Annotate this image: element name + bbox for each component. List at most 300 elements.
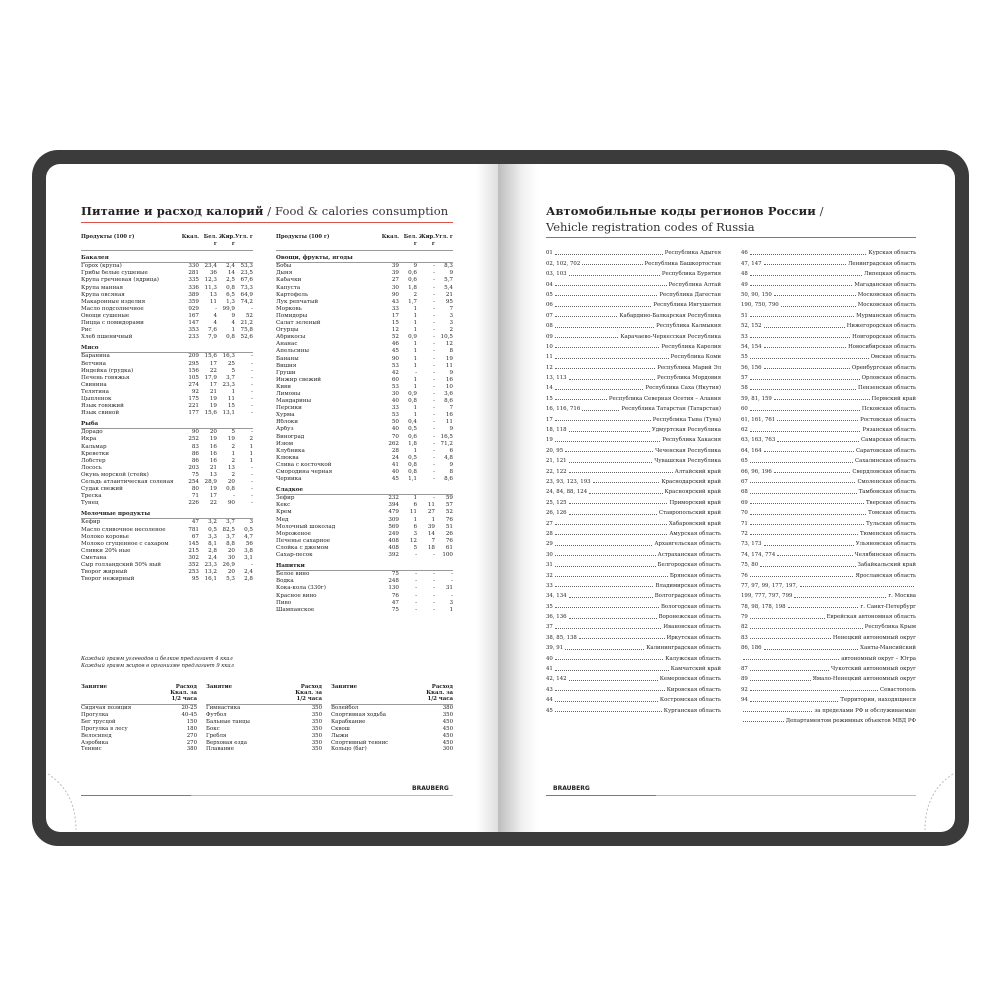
dotted-leader (569, 503, 668, 504)
food-value: 4 (231, 320, 235, 327)
food-value: - (251, 471, 253, 478)
food-value: 53 (391, 383, 399, 390)
region-code: 64, 164 (741, 447, 762, 454)
food-value: 33 (391, 305, 399, 312)
activity-kcal: 350 (311, 746, 322, 753)
region-code: 47, 147 (741, 260, 762, 267)
food-value: - (415, 369, 417, 376)
region-name: Ханты-Мансийский (860, 645, 916, 652)
food-row (81, 576, 253, 583)
food-value: - (433, 405, 435, 412)
food-row (276, 341, 453, 348)
region-code: 42, 142 (546, 676, 567, 683)
dotted-leader (589, 493, 662, 494)
food-row (276, 448, 453, 455)
region-code-row (546, 371, 721, 381)
header-cell: Продукты (100 г) (81, 234, 135, 240)
dotted-leader (555, 399, 607, 400)
dotted-leader (555, 316, 617, 317)
region-name: Нижегородская область (846, 323, 916, 330)
food-name: Дорадо (81, 429, 103, 436)
food-value: 0,8 (408, 461, 417, 468)
food-value: 8,6 (444, 476, 453, 483)
dotted-leader (800, 586, 914, 587)
dotted-leader (774, 399, 870, 400)
food-value: 0,4 (408, 419, 417, 426)
header-cell: Угл. г (435, 234, 453, 240)
region-name: Архангельская область (654, 541, 721, 548)
brand-logo: BRAUBERG (412, 785, 449, 792)
food-value: 1 (413, 355, 417, 362)
activity-name: Бег трусцой (81, 718, 116, 725)
region-name: Рязанская область (862, 427, 916, 434)
region-code-row (741, 662, 916, 672)
header-cell: Жир. г (218, 234, 235, 248)
dotted-leader (764, 327, 845, 328)
region-code-row (546, 610, 721, 620)
region-code-row (546, 443, 721, 453)
food-value: 30 (227, 554, 235, 561)
food-row (276, 320, 453, 327)
food-value: 1 (249, 457, 253, 464)
region-code: 17 (546, 416, 553, 423)
region-code-row (741, 391, 916, 401)
food-value: 40 (391, 398, 399, 405)
dotted-leader (743, 711, 812, 712)
food-value: 17 (209, 360, 217, 367)
food-value: - (251, 464, 253, 471)
dotted-leader (569, 597, 653, 598)
codes-page-subtitle: Vehicle registration codes of Russia (546, 220, 755, 234)
food-value: 17 (391, 312, 399, 319)
food-row (276, 412, 453, 419)
food-value: 3 (413, 530, 417, 537)
region-code-row (546, 246, 721, 256)
region-name: Республика Марий Эл (657, 364, 721, 371)
food-value: 46 (391, 341, 399, 348)
activity-header (206, 684, 322, 705)
food-value: 30 (391, 390, 399, 397)
food-value: 9 (231, 312, 235, 319)
food-value: 1 (413, 376, 417, 383)
food-row (276, 593, 453, 600)
region-code-row (546, 267, 721, 277)
food-value: 10,5 (440, 334, 453, 341)
region-code: 28 (546, 530, 553, 537)
activity-name: Прогулка (81, 711, 109, 718)
food-value: 71,2 (440, 440, 453, 447)
region-code: 54, 154 (741, 343, 762, 350)
food-value: 2,5 (226, 277, 235, 284)
region-code-row (741, 423, 916, 433)
region-code: 22, 122 (546, 468, 567, 475)
activity-name: Плавание (206, 746, 234, 753)
activity-kcal: 350 (311, 739, 322, 746)
food-value: - (433, 599, 435, 606)
food-name: Картофель (276, 291, 308, 298)
food-value: 90 (191, 429, 199, 436)
activity-name: Спортивный теннис (331, 739, 389, 746)
food-name: Треска (81, 493, 102, 500)
activity-name: Верховая езда (206, 739, 247, 746)
region-code: 10 (546, 343, 553, 350)
region-code-row (546, 558, 721, 568)
food-row (81, 270, 253, 277)
food-name: Крупа гречневая (ядрица) (81, 277, 159, 284)
food-value: 1 (413, 495, 417, 502)
food-value: 59 (445, 495, 453, 502)
food-name: Кефир (81, 519, 101, 526)
food-value: 10 (445, 383, 453, 390)
region-code-row (546, 589, 721, 599)
region-name: Чеченская Республика (655, 447, 721, 454)
food-value: 359 (188, 298, 199, 305)
region-code: 45 (546, 707, 553, 714)
food-value: 14 (227, 270, 235, 277)
food-value: 71 (191, 493, 199, 500)
food-value: 13 (209, 291, 217, 298)
food-value: - (433, 277, 435, 284)
region-name: Ярославская область (855, 572, 916, 579)
food-value: 0,8 (226, 486, 235, 493)
food-section-title: Мясо (81, 345, 253, 353)
food-section-title: Сладкое (276, 487, 453, 495)
food-section-title: Бакалея (81, 255, 253, 263)
dotted-leader (555, 441, 660, 442)
activity-kcal: 350 (311, 711, 322, 718)
food-value: 12 (391, 327, 399, 334)
activity-kcal: 450 (442, 718, 453, 725)
food-value: 262 (388, 440, 399, 447)
region-code-row (546, 360, 721, 370)
region-code: 20, 95 (546, 447, 564, 454)
region-code: 04 (546, 281, 553, 288)
header-cell: Бел. г (203, 234, 217, 248)
dotted-leader (764, 347, 847, 348)
food-section-title: Напитки (276, 563, 453, 571)
food-value: 249 (388, 530, 399, 537)
region-name: Амурская область (669, 530, 721, 537)
food-value: 19 (209, 403, 217, 410)
region-name: Пензенская область (858, 385, 916, 392)
food-row (81, 277, 253, 284)
right-gutter-shadow (498, 164, 538, 832)
food-value: 4,8 (444, 454, 453, 461)
food-value: - (251, 388, 253, 395)
food-value: - (433, 270, 435, 277)
activity-row (206, 705, 322, 712)
dotted-leader (555, 254, 663, 255)
food-value: 4 (213, 320, 217, 327)
region-code: 55 (741, 354, 748, 361)
food-name: Пиво (276, 599, 292, 606)
region-name: Удмуртская Республика (651, 427, 721, 434)
food-row (81, 548, 253, 555)
food-value: - (433, 495, 435, 502)
region-code: 12 (546, 364, 553, 371)
food-value: 203 (188, 464, 199, 471)
dotted-leader (750, 254, 867, 255)
food-value: 53,3 (240, 263, 253, 270)
food-value: - (433, 284, 435, 291)
region-name: Алтайский край (674, 468, 721, 475)
food-value: 295 (188, 360, 199, 367)
activity-header-name: Занятие (81, 684, 108, 690)
region-code-row (741, 443, 916, 453)
food-name: Лосось (81, 464, 102, 471)
food-value: 330 (188, 263, 199, 270)
food-row (81, 541, 253, 548)
region-code: 60 (741, 406, 748, 413)
region-code-row (741, 350, 916, 360)
food-row (276, 391, 453, 398)
food-value: 73,3 (240, 284, 253, 291)
food-row (81, 375, 253, 382)
food-row (81, 555, 253, 562)
food-value: 86 (191, 450, 199, 457)
region-code-row (546, 350, 721, 360)
region-name: Приморский край (669, 499, 721, 506)
food-value: 1,1 (408, 476, 417, 483)
food-name: Хлеб пшеничный (81, 334, 133, 341)
dotted-leader (555, 607, 659, 608)
region-name: Саратовская область (855, 447, 916, 454)
region-code: 68 (741, 489, 748, 496)
region-code-row (741, 371, 916, 381)
food-value: - (251, 395, 253, 402)
food-value: - (433, 571, 435, 578)
food-row (276, 363, 453, 370)
activity-row (206, 746, 322, 753)
food-value: 40 (391, 469, 399, 475)
activity-name: Сидячая позиция (81, 705, 132, 711)
region-code-row (741, 630, 916, 640)
food-value: 4,7 (244, 533, 253, 540)
food-value: 1 (413, 412, 417, 419)
food-value: 7,6 (208, 327, 217, 334)
activity-row (81, 705, 197, 712)
food-row (81, 472, 253, 479)
food-value: 3,7 (226, 374, 235, 381)
region-code: 86, 186 (741, 645, 762, 652)
food-value: - (415, 606, 417, 613)
dotted-leader (555, 628, 662, 629)
food-value: 27 (391, 277, 399, 284)
region-code-row (546, 630, 721, 640)
food-value: 26 (445, 530, 453, 537)
food-value: 8 (449, 348, 453, 355)
food-value: 1 (413, 362, 417, 369)
food-value: 0,5 (408, 426, 417, 433)
activity-name: Спортивная ходьба (331, 711, 386, 718)
food-value: 86 (191, 457, 199, 464)
food-value: 215 (188, 547, 199, 554)
footer-accent-line (546, 795, 656, 796)
food-value: 76 (445, 537, 453, 544)
region-code-row (546, 579, 721, 589)
food-value: - (251, 353, 253, 360)
region-code-row (741, 360, 916, 370)
activity-kcal: 350 (311, 732, 322, 739)
food-value: 7 (431, 537, 435, 544)
activity-header-value: Расход Ккал. за 1/2 часа (426, 684, 453, 702)
dotted-leader (750, 618, 825, 619)
codes-column-right (741, 246, 916, 724)
food-value: - (433, 369, 435, 376)
food-name: Молочный шоколад (276, 523, 336, 530)
food-value: 1 (413, 327, 417, 334)
food-value: 47 (391, 599, 399, 606)
food-row (276, 285, 453, 292)
food-name: Мандарины (276, 398, 312, 405)
food-value: 43 (391, 298, 399, 305)
region-name: Республика Хакасия (662, 437, 721, 444)
food-value: - (433, 585, 435, 592)
region-code-row (741, 464, 916, 474)
region-name: Республика Тыва (Тува) (652, 416, 721, 423)
region-name: Чувашская Республика (654, 458, 721, 465)
activity-header-name: Занятие (206, 684, 233, 690)
food-value: - (433, 376, 435, 383)
food-value: 1 (413, 320, 417, 327)
region-name: Кемеровская область (659, 676, 721, 683)
food-value: 17 (209, 493, 217, 500)
food-value: 21,2 (240, 320, 253, 327)
region-name: Ульяновская область (855, 541, 916, 548)
dotted-leader (750, 358, 869, 359)
food-value: 30 (391, 284, 399, 291)
corner-stitch-right (921, 772, 955, 832)
food-name: Горох (крупа) (81, 263, 122, 270)
region-code: 38, 85, 138 (546, 634, 577, 641)
food-value: 1 (413, 348, 417, 355)
food-name: Дыня (276, 270, 293, 277)
food-value: - (251, 429, 253, 436)
food-section-title: Молочные продукты (81, 511, 253, 519)
region-name: Оренбургская область (851, 364, 916, 371)
region-code-row (546, 340, 721, 350)
dotted-leader (750, 503, 864, 504)
region-code-row (741, 589, 916, 599)
region-code-row (741, 246, 916, 256)
region-code: 26, 126 (546, 510, 567, 517)
region-code: 87 (741, 666, 748, 673)
food-value: 0,8 (408, 398, 417, 405)
dotted-leader (764, 649, 859, 650)
region-name: г. Санкт-Петербург (860, 603, 916, 610)
region-code-row (741, 412, 916, 422)
food-row (276, 462, 453, 469)
food-value: 335 (188, 277, 199, 284)
food-name: Сельдь атлантическая соленая (81, 479, 174, 485)
food-value: 21 (209, 388, 217, 395)
food-name: Кабачки (276, 277, 302, 284)
food-value: 23,3 (222, 381, 235, 388)
food-row (276, 441, 453, 448)
food-value: 479 (388, 509, 399, 516)
dotted-leader (582, 410, 619, 411)
region-code-row (546, 464, 721, 474)
dotted-leader (774, 295, 856, 296)
region-name: Ямало-Ненецкий автономный округ (812, 676, 916, 683)
region-code: 09 (546, 333, 553, 340)
region-name: Ленинградская область (847, 260, 916, 267)
food-value: 51 (445, 523, 453, 530)
dotted-leader (555, 327, 654, 328)
region-name: Забайкальский край (857, 562, 916, 569)
activity-row (206, 740, 322, 747)
activity-row (81, 733, 197, 740)
food-value: 392 (388, 552, 399, 559)
food-value: - (415, 585, 417, 592)
dotted-leader (555, 358, 669, 359)
food-value: 1 (231, 327, 235, 334)
food-value: - (415, 599, 417, 606)
food-name: Клубника (276, 447, 305, 454)
food-value: 5 (231, 429, 235, 436)
dotted-leader (777, 555, 852, 556)
food-name: Капуста (276, 284, 301, 291)
food-name: Судак свежий (81, 486, 123, 493)
food-row (276, 552, 453, 559)
food-value: 18 (427, 544, 435, 551)
food-name: Лимоны (276, 390, 301, 397)
region-code: 72 (741, 530, 748, 537)
region-name: Сахалинская область (855, 458, 916, 465)
activity-row (81, 726, 197, 733)
food-value: 274 (188, 381, 199, 388)
food-row (81, 382, 253, 389)
food-value: 28 (391, 447, 399, 454)
activity-name: Футбол (206, 711, 227, 718)
food-value: 9 (449, 270, 453, 277)
food-value: 0,8 (226, 334, 235, 341)
food-value: 156 (188, 367, 199, 374)
food-value: 13,1 (222, 410, 235, 417)
region-code: 08 (546, 323, 553, 330)
food-value: 8,8 (226, 540, 235, 547)
food-name: Индейка (грудка) (81, 367, 134, 374)
food-row (276, 419, 453, 426)
food-value: 0,6 (408, 270, 417, 277)
food-value: 19 (445, 355, 453, 362)
region-name: Территории, находящиеся (840, 697, 916, 704)
food-value: 26,9 (222, 562, 235, 569)
food-value: 3,6 (444, 390, 453, 397)
region-code: 48 (741, 271, 748, 278)
food-name: Сыр голландский 50% ный (81, 562, 161, 569)
food-value: 24 (391, 454, 399, 461)
food-value: 302 (188, 554, 199, 561)
region-code: 50, 90, 150 (741, 291, 772, 298)
region-code-row (741, 267, 916, 277)
region-code: 01 (546, 250, 553, 257)
food-value: 9 (449, 426, 453, 433)
region-name: Республика Татарстан (Татарстан) (621, 406, 721, 413)
region-name: Астраханская область (657, 551, 721, 558)
food-name: Сметана (81, 554, 107, 561)
food-value: 60 (391, 376, 399, 383)
food-value: 22 (209, 367, 217, 374)
region-code: 37 (546, 624, 553, 631)
activity-name: Кольцо (баг) (331, 746, 367, 753)
food-value: 42 (391, 369, 399, 376)
region-code: 33 (546, 582, 553, 589)
region-code: 78, 98, 178, 198 (741, 603, 786, 610)
dotted-leader (593, 482, 660, 483)
region-code-row (546, 599, 721, 609)
food-row (81, 479, 253, 486)
